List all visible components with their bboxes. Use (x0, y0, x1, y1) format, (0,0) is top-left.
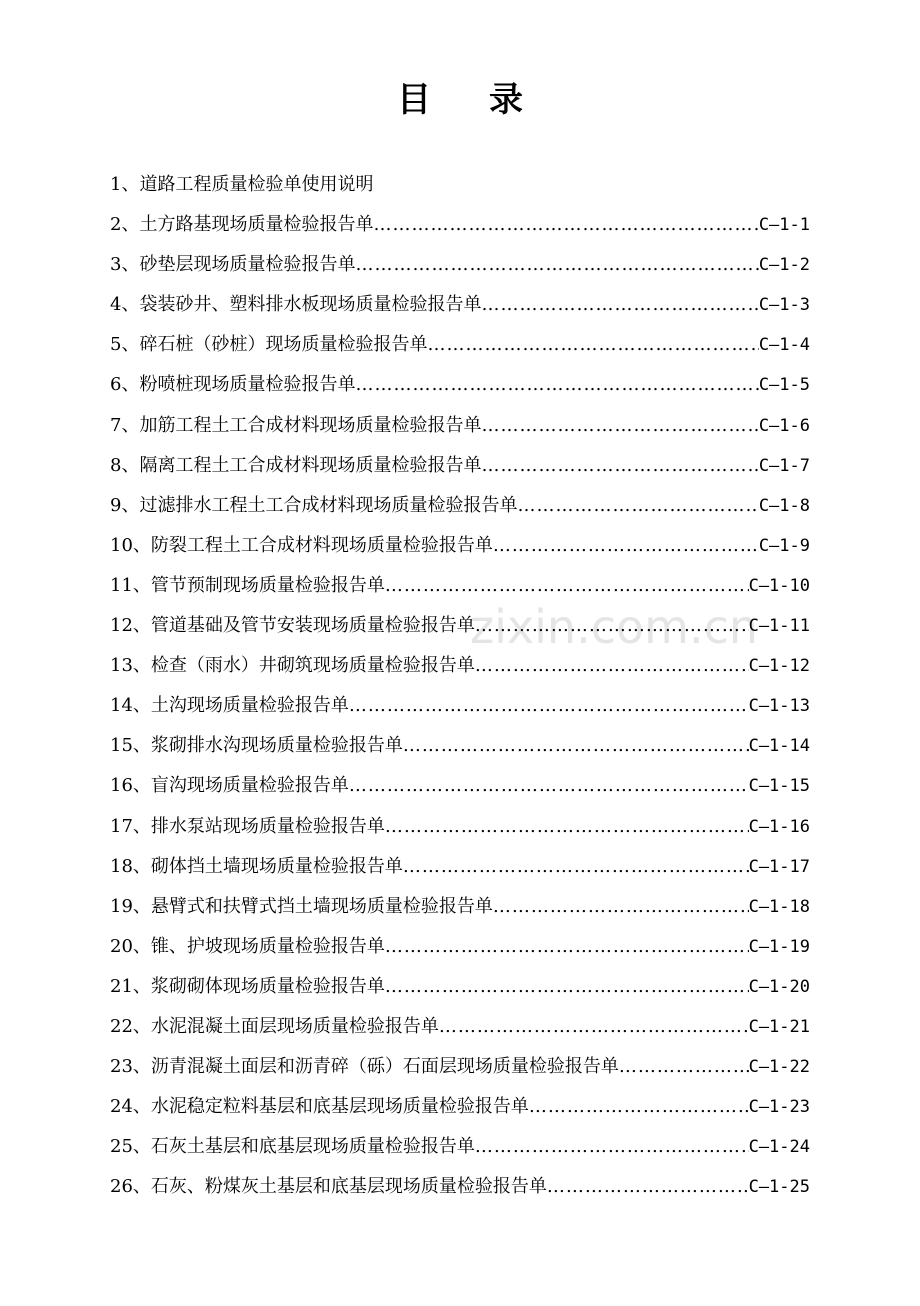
toc-entry[interactable] (110, 526, 810, 566)
toc-entry-label: 23、沥青混凝土面层和沥青碎（砾）石面层现场质量检验报告单 (110, 1056, 619, 1078)
toc-entry-code: C—1-12 (748, 656, 810, 677)
toc-entry-code: C—1-25 (748, 1177, 810, 1198)
toc-entry-label: 12、管道基础及管节安装现场质量检验报告单 (110, 615, 475, 637)
toc-entry-label: 24、水泥稳定粒料基层和底基层现场质量检验报告单 (110, 1096, 529, 1118)
toc-entry[interactable] (110, 205, 810, 245)
toc-entry-code: C—1-3 (758, 295, 810, 316)
table-of-contents (110, 165, 810, 1207)
toc-entry-label: 5、碎石桩（砂桩）现场质量检验报告单 (110, 334, 428, 356)
toc-entry-label: 15、浆砌排水沟现场质量检验报告单 (110, 735, 403, 757)
toc-leader-dots (385, 927, 749, 967)
toc-entry[interactable] (110, 646, 810, 686)
toc-entry[interactable] (110, 1127, 810, 1167)
toc-leader-dots (493, 526, 759, 566)
toc-entry-label: 18、砌体挡土墙现场质量检验报告单 (110, 855, 403, 877)
toc-leader-dots (349, 766, 749, 806)
toc-entry-code: C—1-19 (748, 936, 810, 957)
toc-leader-dots (403, 726, 749, 766)
toc-leader-dots (475, 606, 749, 646)
toc-entry-code: C—1-16 (748, 816, 810, 837)
toc-entry-label: 20、锥、护坡现场质量检验报告单 (110, 935, 385, 957)
toc-leader-dots (427, 325, 758, 365)
toc-entry[interactable] (110, 165, 810, 205)
toc-entry[interactable] (110, 365, 810, 405)
toc-entry-code: C—1-6 (758, 415, 810, 436)
toc-leader-dots (439, 1007, 749, 1047)
toc-leader-dots (355, 365, 758, 405)
toc-entry-code: C—1-2 (758, 255, 810, 276)
watermark: zixin.com.cn (470, 600, 759, 654)
toc-entry-label: 6、粉喷桩现场质量检验报告单 (110, 374, 356, 396)
toc-entry-label: 8、隔离工程土工合成材料现场质量检验报告单 (110, 454, 482, 476)
toc-leader-dots (355, 245, 758, 285)
toc-entry-code: C—1-9 (758, 535, 810, 556)
toc-entry[interactable] (110, 766, 810, 806)
toc-leader-dots (385, 566, 749, 606)
toc-leader-dots (619, 1047, 749, 1087)
toc-entry-code: C—1-20 (748, 976, 810, 997)
toc-leader-dots (481, 285, 758, 325)
toc-entry-code: C—1-13 (748, 696, 810, 717)
toc-leader-dots (349, 686, 749, 726)
toc-entry-label: 22、水泥混凝土面层现场质量检验报告单 (110, 1015, 439, 1037)
toc-leader-dots (481, 406, 758, 446)
toc-entry-label: 25、石灰土基层和底基层现场质量检验报告单 (110, 1136, 475, 1158)
toc-entry-code: C—1-11 (748, 616, 810, 637)
toc-leader-dots (373, 205, 758, 245)
toc-entry-label: 9、过滤排水工程土工合成材料现场质量检验报告单 (110, 494, 518, 516)
toc-entry-label: 7、加筋工程土工合成材料现场质量检验报告单 (110, 414, 482, 436)
toc-entry-code: C—1-5 (758, 375, 810, 396)
toc-leader-dots (385, 967, 749, 1007)
toc-entry[interactable] (110, 285, 810, 325)
toc-leader-dots (547, 1167, 749, 1207)
title-char-2: 录 (489, 80, 523, 120)
toc-entry-code: C—1-21 (748, 1016, 810, 1037)
toc-leader-dots (517, 486, 758, 526)
toc-leader-dots (529, 1087, 749, 1127)
toc-entry-label: 4、袋装砂井、塑料排水板现场质量检验报告单 (110, 294, 482, 316)
toc-entry[interactable] (110, 566, 810, 606)
toc-entry[interactable] (110, 446, 810, 486)
toc-entry[interactable] (110, 1007, 810, 1047)
toc-entry-code: C—1-8 (758, 495, 810, 516)
toc-entry-label: 11、管节预制现场质量检验报告单 (110, 574, 385, 596)
toc-entry[interactable] (110, 847, 810, 887)
toc-entry[interactable] (110, 325, 810, 365)
toc-entry-code: C—1-18 (748, 896, 810, 917)
toc-entry-code: C—1-14 (748, 736, 810, 757)
page-title (0, 72, 920, 121)
toc-entry[interactable] (110, 726, 810, 766)
toc-entry[interactable] (110, 807, 810, 847)
toc-leader-dots (403, 847, 749, 887)
toc-entry-code: C—1-24 (748, 1137, 810, 1158)
toc-entry[interactable] (110, 1047, 810, 1087)
toc-entry-label: 17、排水泵站现场质量检验报告单 (110, 815, 385, 837)
toc-entry-code: C—1-1 (758, 215, 810, 236)
title-char-1: 目 (397, 80, 431, 120)
toc-entry[interactable] (110, 406, 810, 446)
toc-entry[interactable] (110, 927, 810, 967)
toc-entry-label: 26、石灰、粉煤灰土基层和底基层现场质量检验报告单 (110, 1176, 547, 1198)
toc-entry-code: C—1-10 (748, 575, 810, 596)
toc-leader-dots (475, 1127, 749, 1167)
toc-entry[interactable] (110, 1087, 810, 1127)
toc-entry-code: C—1-22 (748, 1057, 810, 1078)
toc-entry-code: C—1-15 (748, 776, 810, 797)
toc-entry[interactable] (110, 686, 810, 726)
toc-entry-label: 2、土方路基现场质量检验报告单 (110, 214, 374, 236)
toc-entry-label: 13、检查（雨水）井砌筑现场质量检验报告单 (110, 655, 475, 677)
toc-entry[interactable] (110, 606, 810, 646)
toc-leader-dots (481, 446, 758, 486)
toc-entry-code: C—1-23 (748, 1097, 810, 1118)
toc-entry-label: 21、浆砌砌体现场质量检验报告单 (110, 975, 385, 997)
toc-entry[interactable] (110, 887, 810, 927)
toc-entry-code: C—1-17 (748, 856, 810, 877)
toc-entry-code: C—1-4 (758, 335, 810, 356)
toc-entry-label: 16、盲沟现场质量检验报告单 (110, 775, 349, 797)
toc-entry-label: 10、防裂工程土工合成材料现场质量检验报告单 (110, 534, 493, 556)
toc-leader-dots (475, 646, 749, 686)
toc-entry-code: C—1-7 (758, 455, 810, 476)
toc-entry[interactable] (110, 486, 810, 526)
toc-entry-label: 1、道路工程质量检验单使用说明 (110, 174, 374, 195)
toc-entry[interactable] (110, 1167, 810, 1207)
toc-entry[interactable] (110, 245, 810, 285)
toc-leader-dots (385, 807, 749, 847)
toc-entry-label: 14、土沟现场质量检验报告单 (110, 695, 349, 717)
toc-leader-dots (493, 887, 749, 927)
toc-entry-label: 3、砂垫层现场质量检验报告单 (110, 254, 356, 276)
toc-entry-label: 19、悬臂式和扶臂式挡土墙现场质量检验报告单 (110, 895, 493, 917)
toc-entry[interactable] (110, 967, 810, 1007)
